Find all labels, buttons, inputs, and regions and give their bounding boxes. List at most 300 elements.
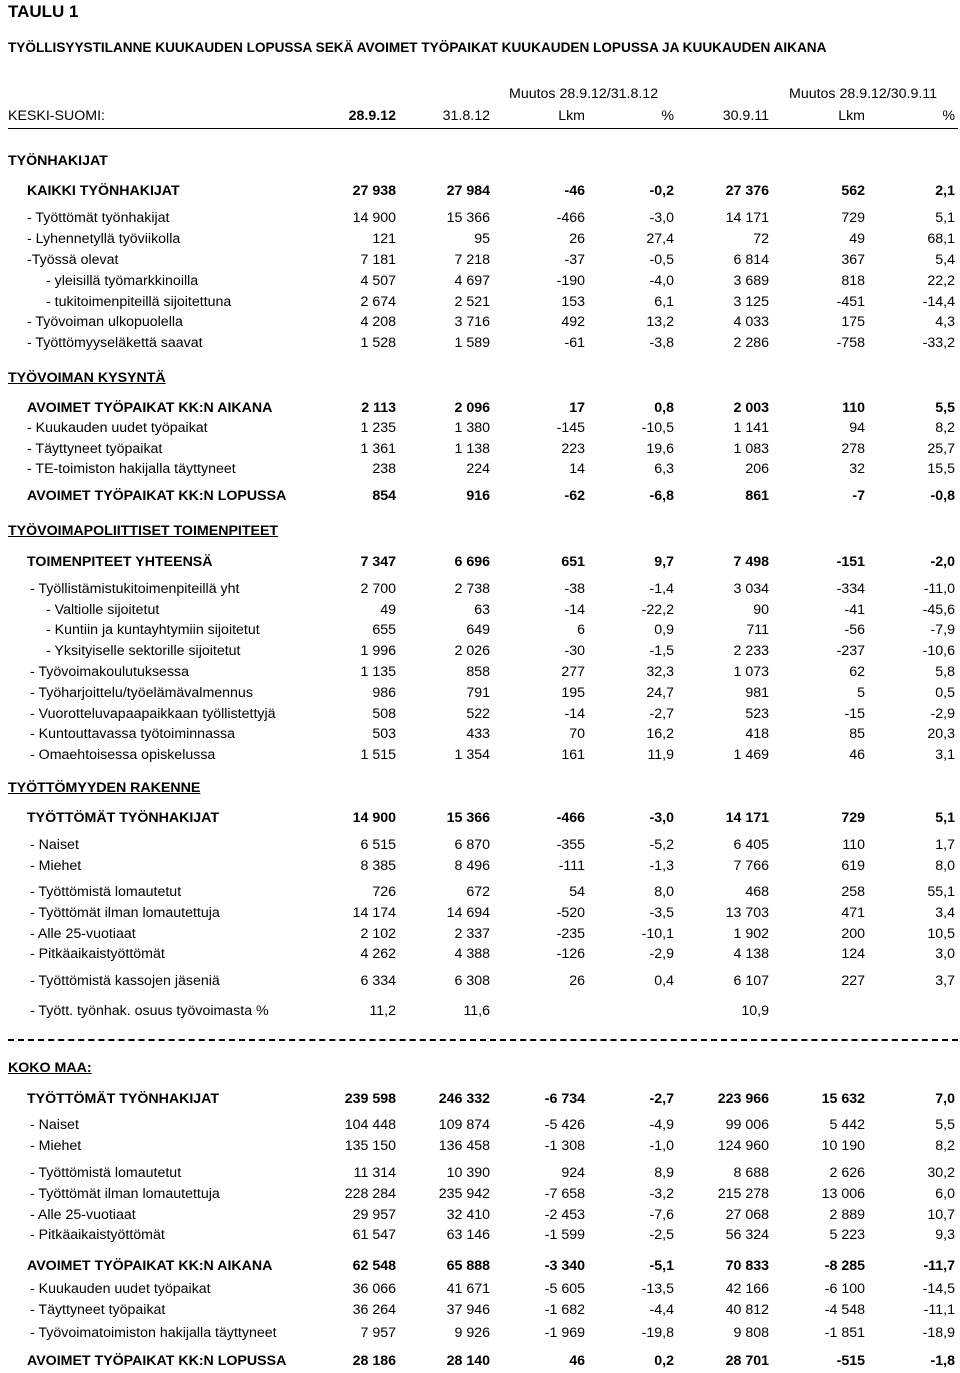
row-value: 49 bbox=[380, 602, 396, 618]
table-row bbox=[0, 1325, 960, 1341]
row-value: -3,0 bbox=[649, 810, 674, 826]
table-row bbox=[0, 810, 960, 826]
row-value: 95 bbox=[474, 231, 490, 247]
row-value: 27 376 bbox=[725, 183, 769, 199]
row-value: 726 bbox=[372, 884, 396, 900]
row-value: 3 716 bbox=[454, 314, 490, 330]
row-value: -2 453 bbox=[544, 1207, 585, 1223]
row-value: 9,7 bbox=[654, 554, 674, 570]
row-value: -14,4 bbox=[922, 294, 955, 310]
row-label: - Työvoimakoulutuksessa bbox=[30, 664, 190, 680]
row-value: -4,0 bbox=[649, 273, 674, 289]
row-value: 227 bbox=[841, 973, 865, 989]
row-value: 503 bbox=[372, 726, 396, 742]
table-row bbox=[0, 210, 960, 226]
table-row bbox=[0, 747, 960, 763]
row-value: 367 bbox=[841, 252, 865, 268]
row-value: 2 521 bbox=[454, 294, 490, 310]
row-value: 25,7 bbox=[927, 441, 955, 457]
row-value: -4,4 bbox=[649, 1302, 674, 1318]
region-label: KESKI-SUOMI: bbox=[8, 108, 105, 124]
table-row bbox=[0, 273, 960, 289]
table-row bbox=[0, 726, 960, 742]
table-row bbox=[0, 685, 960, 701]
row-value: 224 bbox=[466, 461, 490, 477]
row-value: 0,4 bbox=[654, 973, 674, 989]
row-value: -466 bbox=[556, 210, 585, 226]
row-value: -451 bbox=[836, 294, 865, 310]
row-value: -11,0 bbox=[923, 581, 955, 597]
row-value: 729 bbox=[841, 210, 865, 226]
row-value: 215 278 bbox=[717, 1186, 769, 1202]
row-value: 4 208 bbox=[360, 314, 396, 330]
row-value: 1 515 bbox=[360, 747, 396, 763]
table-row bbox=[0, 1302, 960, 1318]
row-value: -1 851 bbox=[824, 1325, 865, 1341]
table-row bbox=[0, 884, 960, 900]
table-row bbox=[0, 858, 960, 874]
row-value: -190 bbox=[556, 273, 585, 289]
row-label: AVOIMET TYÖPAIKAT KK:N AIKANA bbox=[27, 1258, 273, 1274]
row-label: TOIMENPITEET YHTEENSÄ bbox=[27, 554, 213, 570]
row-value: 10 190 bbox=[821, 1138, 865, 1154]
row-label: - tukitoimenpiteillä sijoitettuna bbox=[46, 294, 232, 310]
row-value: 7 218 bbox=[454, 252, 490, 268]
table-row bbox=[0, 622, 960, 638]
section-heading: TYÖTTÖMYYDEN RAKENNE bbox=[8, 780, 201, 796]
row-value: 62 bbox=[849, 664, 865, 680]
section-heading: TYÖVOIMAPOLIITTISET TOIMENPITEET bbox=[8, 523, 279, 539]
row-value: 1 528 bbox=[360, 335, 396, 351]
row-value: 6,1 bbox=[654, 294, 674, 310]
row-label: AVOIMET TYÖPAIKAT KK:N AIKANA bbox=[27, 400, 273, 416]
row-value: -1,0 bbox=[649, 1138, 674, 1154]
table-row bbox=[0, 231, 960, 247]
row-value: 4 138 bbox=[733, 946, 769, 962]
row-value: 8,0 bbox=[935, 858, 955, 874]
row-value: -14,5 bbox=[922, 1281, 955, 1297]
row-value: 11,2 bbox=[369, 1003, 396, 1019]
row-value: 0,2 bbox=[654, 1353, 674, 1369]
row-value: 6 334 bbox=[360, 973, 396, 989]
row-value: 70 bbox=[569, 726, 585, 742]
row-value: 16,2 bbox=[646, 726, 674, 742]
row-value: -1,8 bbox=[930, 1353, 955, 1369]
row-value: 223 966 bbox=[717, 1091, 769, 1107]
table-subtitle: TYÖLLISYYSTILANNE KUUKAUDEN LOPUSSA SEKÄ AVOIMET TYÖPAIKAT KUUKAUDEN LOPUSSA JA KUUKAUDEN AIKANA bbox=[8, 40, 827, 55]
row-value: -334 bbox=[836, 581, 865, 597]
row-value: -1,3 bbox=[649, 858, 674, 874]
table-row bbox=[0, 643, 960, 659]
col-header: 28.9.12 bbox=[348, 108, 396, 124]
row-value: 672 bbox=[466, 884, 490, 900]
section-heading: TYÖNHAKIJAT bbox=[8, 153, 108, 169]
row-value: 3 125 bbox=[733, 294, 769, 310]
row-value: 619 bbox=[841, 858, 865, 874]
row-value: 7 181 bbox=[360, 252, 396, 268]
row-label: - Työttömät ilman lomautettuja bbox=[30, 905, 220, 921]
row-value: 104 448 bbox=[344, 1117, 396, 1133]
table-row bbox=[0, 1165, 960, 1181]
row-value: 2 026 bbox=[454, 643, 490, 659]
row-value: -30 bbox=[564, 643, 585, 659]
row-value: 9 808 bbox=[733, 1325, 769, 1341]
row-value: -6 734 bbox=[544, 1091, 585, 1107]
row-value: 5,8 bbox=[935, 664, 955, 680]
row-value: -7 658 bbox=[544, 1186, 585, 1202]
row-value: 4 033 bbox=[733, 314, 769, 330]
row-value: 6 870 bbox=[454, 837, 490, 853]
row-value: -13,5 bbox=[641, 1281, 674, 1297]
row-value: 508 bbox=[372, 706, 396, 722]
row-value: 110 bbox=[842, 837, 865, 853]
row-value: -18,9 bbox=[922, 1325, 955, 1341]
row-value: 70 833 bbox=[725, 1258, 769, 1274]
row-value: 5,5 bbox=[935, 1117, 955, 1133]
row-value: 655 bbox=[372, 622, 396, 638]
row-label: - Naiset bbox=[30, 837, 79, 853]
row-value: 2 286 bbox=[733, 335, 769, 351]
row-value: -5 605 bbox=[544, 1281, 585, 1297]
row-value: -62 bbox=[564, 488, 585, 504]
row-label: - Kuntouttavassa työtoiminnassa bbox=[30, 726, 236, 742]
row-label: TYÖTTÖMÄT TYÖNHAKIJAT bbox=[27, 1091, 220, 1107]
row-label: - Omaehtoisessa opiskelussa bbox=[30, 747, 216, 763]
row-value: 2 700 bbox=[360, 581, 396, 597]
row-value: -2,9 bbox=[930, 706, 955, 722]
row-value: 1 902 bbox=[733, 926, 769, 942]
row-value: 5 442 bbox=[829, 1117, 865, 1133]
row-label: - Työttömistä kassojen jäseniä bbox=[30, 973, 220, 989]
row-value: -11,1 bbox=[923, 1302, 955, 1318]
table-row bbox=[0, 946, 960, 962]
row-label: - Työllistämistukitoimenpiteillä yht bbox=[30, 581, 240, 597]
row-value: 3,7 bbox=[935, 973, 955, 989]
row-value: 15 632 bbox=[821, 1091, 865, 1107]
row-value: -6,8 bbox=[649, 488, 674, 504]
col-header: % bbox=[661, 108, 674, 124]
dashed-divider bbox=[8, 1039, 958, 1041]
row-value: 2 889 bbox=[829, 1207, 865, 1223]
row-value: 54 bbox=[569, 884, 585, 900]
row-value: 110 bbox=[842, 400, 865, 416]
row-value: 711 bbox=[746, 622, 769, 638]
section-heading: TYÖVOIMAN KYSYNTÄ bbox=[8, 370, 166, 386]
row-value: 15,5 bbox=[927, 461, 955, 477]
row-value: 124 960 bbox=[717, 1138, 769, 1154]
row-value: 40 812 bbox=[725, 1302, 769, 1318]
row-value: -8 285 bbox=[824, 1258, 865, 1274]
row-value: 90 bbox=[753, 602, 769, 618]
row-value: 3,4 bbox=[935, 905, 955, 921]
row-value: 15 366 bbox=[446, 810, 490, 826]
table-row bbox=[0, 1117, 960, 1133]
row-value: -235 bbox=[556, 926, 585, 942]
header-divider bbox=[8, 128, 958, 129]
row-value: -10,1 bbox=[641, 926, 674, 942]
row-value: 2 337 bbox=[454, 926, 490, 942]
row-label: - Alle 25-vuotiaat bbox=[30, 1207, 136, 1223]
table-row bbox=[0, 400, 960, 416]
row-label: - Naiset bbox=[30, 1117, 79, 1133]
row-value: 32 410 bbox=[446, 1207, 490, 1223]
row-value: 7 347 bbox=[360, 554, 396, 570]
table-row bbox=[0, 461, 960, 477]
row-label: - Täyttyneet työpaikat bbox=[30, 1302, 166, 1318]
row-value: 1 380 bbox=[454, 420, 490, 436]
row-value: -61 bbox=[564, 335, 585, 351]
row-value: 153 bbox=[561, 294, 585, 310]
row-value: 492 bbox=[561, 314, 585, 330]
row-value: 46 bbox=[569, 1353, 585, 1369]
row-value: 2,1 bbox=[935, 183, 955, 199]
row-value: 2 003 bbox=[733, 400, 769, 416]
row-value: 1 235 bbox=[360, 420, 396, 436]
row-label: - Tyött. työnhak. osuus työvoimasta % bbox=[30, 1003, 269, 1019]
table-row bbox=[0, 1353, 960, 1369]
row-value: -126 bbox=[556, 946, 585, 962]
row-value: 9 926 bbox=[454, 1325, 490, 1341]
row-value: -151 bbox=[836, 554, 865, 570]
table-row bbox=[0, 183, 960, 199]
row-value: 65 888 bbox=[446, 1258, 490, 1274]
row-value: 46 bbox=[849, 747, 865, 763]
table-row bbox=[0, 664, 960, 680]
row-label: - Työttömät ilman lomautettuja bbox=[30, 1186, 220, 1202]
row-value: 471 bbox=[841, 905, 865, 921]
row-value: 854 bbox=[372, 488, 396, 504]
row-value: 22,2 bbox=[927, 273, 955, 289]
row-value: -3 340 bbox=[544, 1258, 585, 1274]
row-value: -46 bbox=[564, 183, 585, 199]
row-value: 68,1 bbox=[927, 231, 955, 247]
row-value: 228 284 bbox=[344, 1186, 396, 1202]
row-value: 468 bbox=[745, 884, 769, 900]
row-value: -355 bbox=[556, 837, 585, 853]
row-label: - TE-toimiston hakijalla täyttyneet bbox=[27, 461, 236, 477]
row-value: -2,5 bbox=[649, 1227, 674, 1243]
table-row bbox=[0, 1138, 960, 1154]
row-value: -41 bbox=[844, 602, 865, 618]
row-value: 6 515 bbox=[360, 837, 396, 853]
row-value: 11 314 bbox=[353, 1165, 396, 1181]
col-header: Lkm bbox=[838, 108, 865, 124]
row-value: -7 bbox=[852, 488, 865, 504]
row-value: -0,5 bbox=[649, 252, 674, 268]
row-value: 246 332 bbox=[438, 1091, 490, 1107]
row-value: 418 bbox=[745, 726, 769, 742]
row-label: KAIKKI TYÖNHAKIJAT bbox=[27, 183, 180, 199]
row-value: 206 bbox=[745, 461, 769, 477]
row-value: 1 996 bbox=[360, 643, 396, 659]
row-value: 32,3 bbox=[646, 664, 674, 680]
row-value: 28 140 bbox=[446, 1353, 490, 1369]
row-value: 1 138 bbox=[454, 441, 490, 457]
row-value: 195 bbox=[561, 685, 585, 701]
row-label: - Työharjoittelu/työelämävalmennus bbox=[30, 685, 253, 701]
row-value: -3,2 bbox=[649, 1186, 674, 1202]
row-value: 2 096 bbox=[454, 400, 490, 416]
row-value: 7 766 bbox=[733, 858, 769, 874]
row-value: 94 bbox=[849, 420, 865, 436]
row-value: 2 113 bbox=[361, 400, 396, 416]
row-value: 10 390 bbox=[446, 1165, 490, 1181]
row-value: -37 bbox=[564, 252, 585, 268]
row-value: 175 bbox=[841, 314, 865, 330]
row-label: AVOIMET TYÖPAIKAT KK:N LOPUSSA bbox=[27, 1353, 287, 1369]
row-value: 136 458 bbox=[438, 1138, 490, 1154]
row-value: 11,9 bbox=[647, 747, 674, 763]
row-value: 522 bbox=[466, 706, 490, 722]
row-label: - Miehet bbox=[30, 858, 82, 874]
row-value: 818 bbox=[841, 273, 865, 289]
row-value: 3 689 bbox=[733, 273, 769, 289]
row-value: 8,2 bbox=[935, 420, 955, 436]
row-value: 2 102 bbox=[360, 926, 396, 942]
row-value: 55,1 bbox=[927, 884, 955, 900]
row-value: 5,4 bbox=[935, 252, 955, 268]
row-value: 5,1 bbox=[935, 810, 955, 826]
row-value: -22,2 bbox=[641, 602, 674, 618]
row-value: 523 bbox=[745, 706, 769, 722]
row-value: 13 703 bbox=[725, 905, 769, 921]
row-value: 27 938 bbox=[352, 183, 396, 199]
row-value: 2 233 bbox=[733, 643, 769, 659]
row-value: -10,6 bbox=[922, 643, 955, 659]
header-row bbox=[0, 108, 960, 124]
row-label: - Työttömistä lomautetut bbox=[30, 884, 182, 900]
row-value: 14 171 bbox=[725, 810, 769, 826]
table-row bbox=[0, 314, 960, 330]
row-value: 14 171 bbox=[725, 210, 769, 226]
section-heading: KOKO MAA: bbox=[8, 1060, 92, 1076]
row-value: -466 bbox=[556, 810, 585, 826]
row-label: - Lyhennetyllä työviikolla bbox=[27, 231, 181, 247]
row-value: -7,6 bbox=[649, 1207, 674, 1223]
row-value: 8,0 bbox=[654, 884, 674, 900]
row-label: AVOIMET TYÖPAIKAT KK:N LOPUSSA bbox=[27, 488, 287, 504]
row-value: 36 066 bbox=[352, 1281, 396, 1297]
row-value: 72 bbox=[753, 231, 769, 247]
row-value: 4 262 bbox=[360, 946, 396, 962]
row-value: 14 900 bbox=[352, 210, 396, 226]
row-value: 1 135 bbox=[360, 664, 396, 680]
row-value: -145 bbox=[556, 420, 585, 436]
row-label: - Täyttyneet työpaikat bbox=[27, 441, 163, 457]
row-value: 6,3 bbox=[654, 461, 674, 477]
row-value: 32 bbox=[849, 461, 865, 477]
row-value: 6 308 bbox=[454, 973, 490, 989]
row-value: 1 361 bbox=[360, 441, 396, 457]
row-value: 3 034 bbox=[733, 581, 769, 597]
row-value: 63 146 bbox=[446, 1227, 490, 1243]
row-value: 7,0 bbox=[935, 1091, 955, 1107]
col-header: 30.9.11 bbox=[722, 108, 769, 124]
table-row bbox=[0, 1207, 960, 1223]
row-value: -3,8 bbox=[649, 335, 674, 351]
row-value: 124 bbox=[841, 946, 865, 962]
row-value: -1 308 bbox=[544, 1138, 585, 1154]
table-title: TAULU 1 bbox=[8, 2, 79, 21]
row-value: 8 385 bbox=[360, 858, 396, 874]
row-value: 2 674 bbox=[360, 294, 396, 310]
row-value: 26 bbox=[569, 973, 585, 989]
row-value: 36 264 bbox=[352, 1302, 396, 1318]
row-value: 562 bbox=[841, 183, 865, 199]
row-value: 85 bbox=[849, 726, 865, 742]
row-value: 8,2 bbox=[935, 1138, 955, 1154]
table-row bbox=[0, 973, 960, 989]
row-value: 8 496 bbox=[454, 858, 490, 874]
row-value: 29 957 bbox=[352, 1207, 396, 1223]
row-label: - Pitkäaikaistyöttömät bbox=[30, 946, 165, 962]
table-row bbox=[0, 441, 960, 457]
row-value: 729 bbox=[841, 810, 865, 826]
row-value: 239 598 bbox=[344, 1091, 396, 1107]
row-value: -1 682 bbox=[544, 1302, 585, 1318]
row-value: 986 bbox=[372, 685, 396, 701]
row-value: -237 bbox=[836, 643, 865, 659]
row-value: 6 814 bbox=[733, 252, 769, 268]
row-value: 99 006 bbox=[725, 1117, 769, 1133]
row-value: 20,3 bbox=[927, 726, 955, 742]
row-label: - Kuukauden uudet työpaikat bbox=[30, 1281, 211, 1297]
row-value: 0,8 bbox=[654, 400, 674, 416]
row-label: - Kuukauden uudet työpaikat bbox=[27, 420, 208, 436]
row-value: 858 bbox=[466, 664, 490, 680]
row-value: 19,6 bbox=[646, 441, 674, 457]
row-value: 1 073 bbox=[733, 664, 769, 680]
row-value: 3,0 bbox=[935, 946, 955, 962]
row-label: - Työttömistä lomautetut bbox=[30, 1165, 182, 1181]
row-value: -4 548 bbox=[824, 1302, 865, 1318]
row-value: 27,4 bbox=[646, 231, 674, 247]
row-value: 109 874 bbox=[438, 1117, 490, 1133]
row-value: 235 942 bbox=[438, 1186, 490, 1202]
row-value: 37 946 bbox=[446, 1302, 490, 1318]
row-value: 5,5 bbox=[935, 400, 955, 416]
row-value: 1 141 bbox=[733, 420, 769, 436]
table-row bbox=[0, 905, 960, 921]
row-value: -5,2 bbox=[649, 837, 674, 853]
row-value: -19,8 bbox=[641, 1325, 674, 1341]
row-value: 6 bbox=[577, 622, 585, 638]
row-value: 1,7 bbox=[935, 837, 955, 853]
row-value: 6,0 bbox=[935, 1186, 955, 1202]
row-value: 6 107 bbox=[733, 973, 769, 989]
table-row bbox=[0, 706, 960, 722]
table-row bbox=[0, 602, 960, 618]
row-value: 9,3 bbox=[935, 1227, 955, 1243]
row-value: 1 083 bbox=[733, 441, 769, 457]
header-change-b: Muutos 28.9.12/30.9.11 bbox=[789, 86, 938, 102]
col-header: Lkm bbox=[558, 108, 585, 124]
col-header: 31.8.12 bbox=[442, 108, 490, 124]
row-value: -2,7 bbox=[649, 706, 674, 722]
row-value: 10,9 bbox=[741, 1003, 769, 1019]
row-value: -33,2 bbox=[922, 335, 955, 351]
row-value: -11,7 bbox=[923, 1258, 955, 1274]
table-row bbox=[0, 335, 960, 351]
row-value: 223 bbox=[561, 441, 585, 457]
row-value: 24,7 bbox=[646, 685, 674, 701]
row-value: -56 bbox=[844, 622, 865, 638]
row-value: -7,9 bbox=[930, 622, 955, 638]
row-value: -2,9 bbox=[649, 946, 674, 962]
row-value: 27 984 bbox=[446, 183, 490, 199]
row-value: 13,2 bbox=[646, 314, 674, 330]
table-row bbox=[0, 581, 960, 597]
